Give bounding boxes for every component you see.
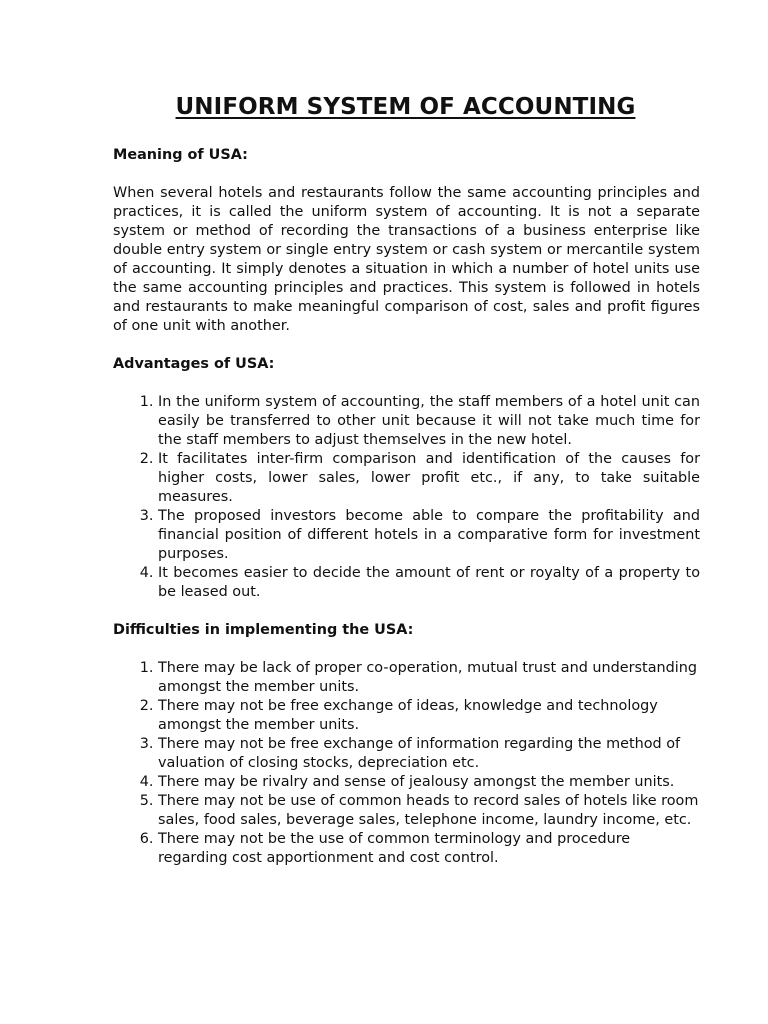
advantage-item-3: 3. The proposed investors become able to compare the profitability and financial position of different hotels in a comparative form for investment purposes.: [158, 507, 700, 564]
difficulty-item-2: 2. There may not be free exchange of ideas, knowledge and technology amongst the member units.: [158, 697, 700, 735]
difficulty-item-1: 1. There may be lack of proper co-operation, mutual trust and understanding amongst the member units.: [158, 659, 700, 697]
difficulty-item-6: 6. There may not be the use of common terminology and procedure regarding cost apportionment and cost control.: [158, 830, 700, 868]
difficulties-heading: Difficulties in implementing the USA:: [113, 622, 414, 638]
difficulty-item-5: 5. There may not be use of common heads to record sales of hotels like room sales, food sales, beverage sales, telephone income, laundry income, etc.: [158, 792, 700, 830]
document-title: UNIFORM SYSTEM OF ACCOUNTING: [175, 94, 636, 120]
advantage-item-4: 4. It becomes easier to decide the amount of rent or royalty of a property to be leased out.: [158, 564, 700, 602]
advantages-list: [113, 393, 700, 602]
difficulty-item-4: 4. There may be rivalry and sense of jealousy amongst the member units.: [158, 773, 700, 792]
difficulties-list: [113, 659, 700, 868]
difficulty-item-3: 3. There may not be free exchange of information regarding the method of valuation of closing stocks, depreciation etc.: [158, 735, 700, 773]
meaning-heading: Meaning of USA:: [113, 147, 248, 163]
advantage-item-1: 1. In the uniform system of accounting, the staff members of a hotel unit can easily be transferred to other unit because it will not take much time for the staff members to adjust themselves in the new hotel.: [158, 393, 700, 450]
advantages-heading: Advantages of USA:: [113, 356, 275, 372]
meaning-paragraph: When several hotels and restaurants follow the same accounting principles and practices, it is called the uniform system of accounting. It is not a separate system or method of recording the transactions of a business enterprise like double entry system or single entry system or cash system or mercantile system of accounting. It simply denotes a situation in which a number of hotel units use the same accounting principles and practices. This system is followed in hotels and restaurants to make meaningful comparison of cost, sales and profit figures of one unit with another.: [113, 185, 700, 334]
advantage-item-2: 2. It facilitates inter-firm comparison and identification of the causes for higher costs, lower sales, lower profit etc., if any, to take suitable measures.: [158, 450, 700, 507]
